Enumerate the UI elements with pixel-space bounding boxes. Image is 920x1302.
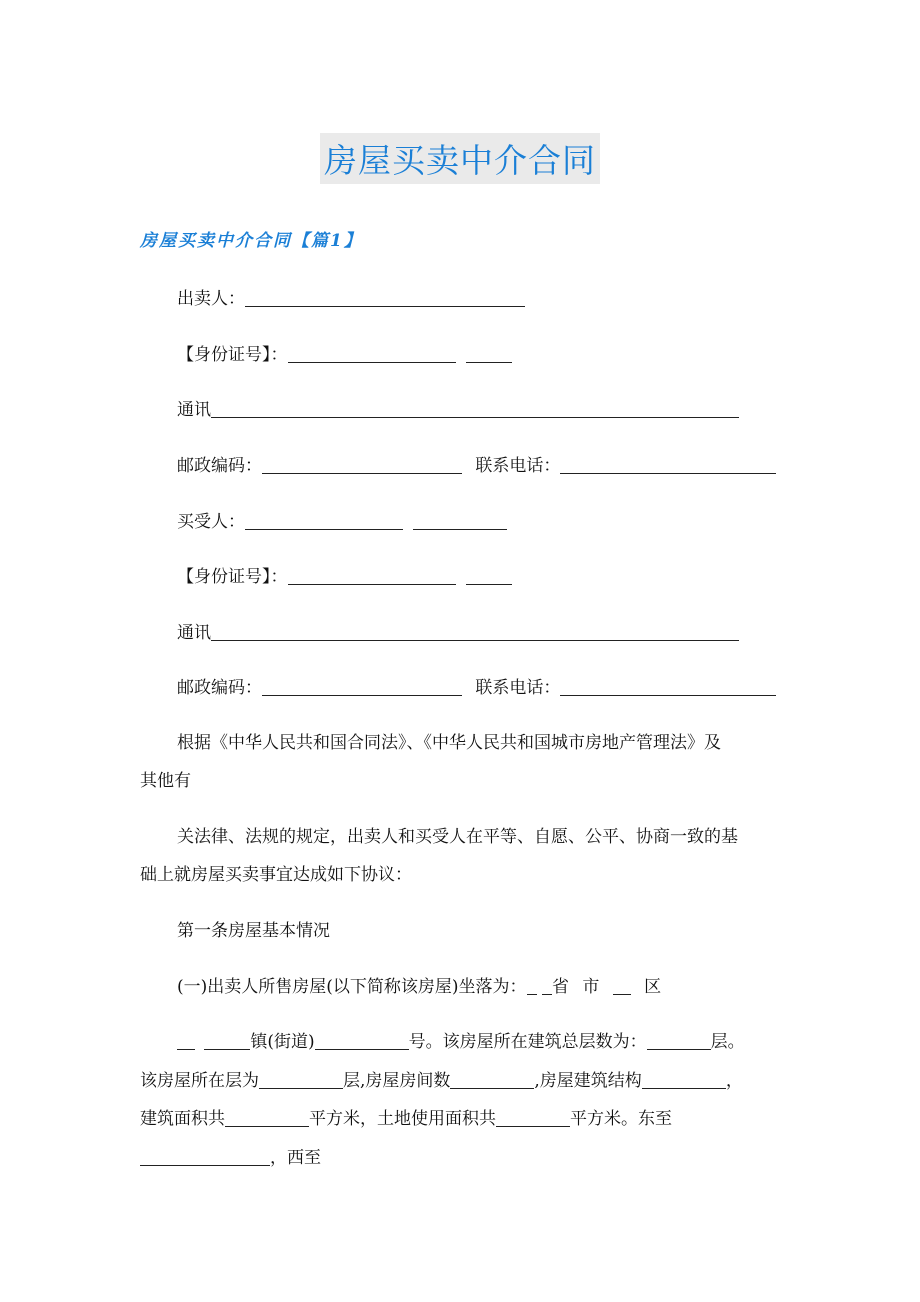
- seller-id-blank-2: [466, 345, 512, 363]
- buyer-line: [177, 507, 507, 532]
- buyer-phone-label: 联系电话：: [475, 678, 561, 698]
- seller-line: [177, 284, 525, 309]
- p5-a: ，西至: [270, 1148, 321, 1168]
- seller-label: 出卖人：: [177, 289, 245, 309]
- blank-f: [315, 1032, 409, 1050]
- buyer-phone-blank: [560, 678, 776, 696]
- seller-blank: [245, 289, 525, 307]
- page-title-text: 房屋买卖中介合同: [320, 133, 600, 184]
- blank-d: [177, 1032, 195, 1050]
- basis-line-1: 根据《中华人民共和国合同法》、《中华人民共和国城市房地产管理法》及: [177, 733, 721, 753]
- blank-m: [140, 1148, 270, 1166]
- basis2-line-2: 础上就房屋买卖事宜达成如下协议：: [140, 865, 412, 885]
- floor-unit: 层。: [710, 1032, 745, 1052]
- clause-1-line-3: [140, 1066, 743, 1091]
- city-label: 市: [582, 977, 600, 997]
- seller-address-blank: [211, 400, 739, 418]
- p3-d: ，: [725, 1071, 743, 1091]
- buyer-id-label: 【身份证号】：: [177, 567, 288, 587]
- blank-k: [225, 1109, 309, 1127]
- p4-b: 平方米，土地使用面积共: [309, 1109, 496, 1129]
- p3-b: 层,房屋房间数: [343, 1071, 451, 1091]
- clause-1-text: (一)出卖人所售房屋(以下简称该房屋)坐落为：: [177, 977, 527, 997]
- basis2-line-1: 关法律、法规的规定，出卖人和买受人在平等、自愿、公平、协商一致的基: [177, 827, 738, 847]
- seller-phone-label: 联系电话：: [475, 456, 561, 476]
- clause-1-line: [177, 972, 661, 997]
- seller-address-label: 通讯: [177, 400, 211, 420]
- blank-l: [496, 1109, 570, 1127]
- blank-j: [642, 1071, 726, 1089]
- seller-id-line: [177, 340, 512, 365]
- buyer-postcode-blank: [262, 678, 462, 696]
- seller-id-label: 【身份证号】：: [177, 345, 288, 365]
- p3-c: ,房屋建筑结构: [534, 1071, 642, 1091]
- page-title: [0, 133, 920, 184]
- buyer-blank: [245, 512, 403, 530]
- buyer-postcode-label: 邮政编码：: [177, 678, 262, 698]
- buyer-id-blank-2: [466, 567, 512, 585]
- town-label: 镇(街道): [250, 1032, 315, 1052]
- buyer-blank-2: [413, 512, 507, 530]
- buyer-label: 买受人：: [177, 512, 245, 532]
- blank-g: [647, 1032, 711, 1050]
- p3-a: 该房屋所在层为: [140, 1071, 259, 1091]
- blank-h: [259, 1071, 343, 1089]
- buyer-id-line: [177, 562, 512, 587]
- blank-c: [613, 977, 631, 995]
- buyer-id-blank: [288, 567, 456, 585]
- section-title: 房屋买卖中介合同【篇1】: [140, 231, 363, 251]
- seller-id-blank: [288, 345, 456, 363]
- p4-a: 建筑面积共: [140, 1109, 225, 1129]
- blank-e: [204, 1032, 250, 1050]
- seller-postcode-label: 邮政编码：: [177, 456, 262, 476]
- province-label: 省: [551, 977, 569, 997]
- p4-c: 平方米。东至: [570, 1109, 672, 1129]
- blank-a: [527, 977, 537, 995]
- buyer-address-blank: [211, 623, 739, 641]
- blank-b: [542, 977, 552, 995]
- clause-1-line-5: [140, 1143, 321, 1168]
- seller-address-line: [177, 395, 739, 420]
- blank-i: [450, 1071, 534, 1089]
- buyer-address-label: 通讯: [177, 623, 211, 643]
- seller-postcode-blank: [262, 456, 462, 474]
- buyer-contact-line: [177, 673, 776, 698]
- clause-1-line-2: [177, 1027, 745, 1052]
- floors-text: 号。该房屋所在建筑总层数为：: [408, 1032, 647, 1052]
- seller-contact-line: [177, 451, 776, 476]
- seller-phone-blank: [560, 456, 776, 474]
- clause-1-line-4: [140, 1104, 672, 1129]
- district-label: 区: [644, 977, 662, 997]
- buyer-address-line: [177, 618, 739, 643]
- basis-line-2: 其他有: [140, 771, 191, 791]
- article-1-heading: 第一条房屋基本情况: [177, 921, 330, 941]
